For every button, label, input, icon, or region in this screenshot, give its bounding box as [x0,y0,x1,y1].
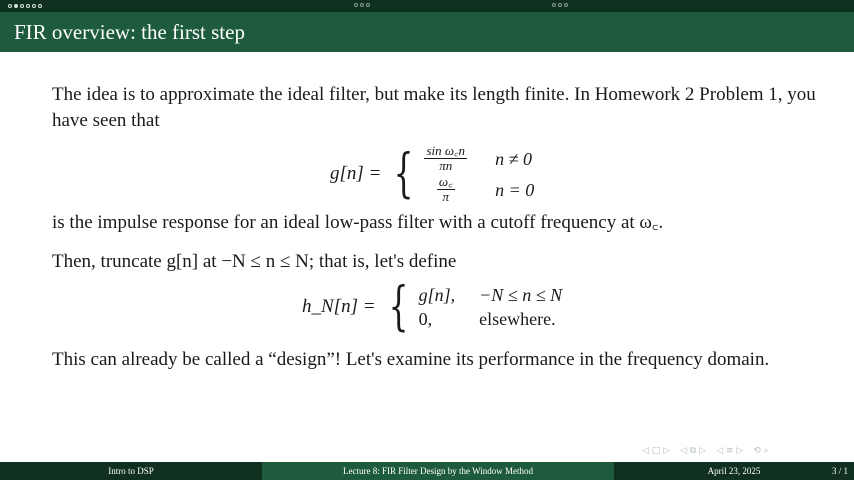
footer-page-number: 3 / 1 [831,466,848,476]
nav-dot[interactable] [26,4,30,8]
nav-dot[interactable] [360,3,364,7]
slide-title: FIR overview: the first step [14,19,245,44]
nav-dot[interactable] [558,3,562,7]
footer-lecture-title: Lecture 8: FIR Filter Design by the Window Method [262,462,614,480]
left-brace: { [388,277,409,337]
case-condition-elsewhere: elsewhere. [479,309,556,329]
case-value-zero: 0, [418,309,433,329]
section-navigation [0,0,854,12]
footer-date: April 23, 2025 [707,466,761,476]
fraction-sinc: $\frac{\text{sin ω꜀n}}{\pi n}$ [426,143,466,173]
nav-dot[interactable] [38,4,42,8]
nav-dot[interactable] [564,3,568,7]
nav-dot[interactable] [354,3,358,7]
subsection-dots[interactable] [354,3,370,7]
equation-ideal-filter [52,134,822,204]
case-condition-range: −N ≤ n ≤ N [479,285,563,305]
equation-truncated-filter [52,275,822,345]
nav-search-icon[interactable]: ⟲ ⌕ [753,446,769,456]
equation-lhs: g[n] = [330,163,382,184]
case-value-g: g[n], [418,285,456,305]
paragraph-impulse-response: is the impulse response for an ideal low-pass filter with a cutoff frequency at ω꜀. [52,212,664,233]
paragraph-design: This can already be called a “design”! Let's examine its performance in the frequency domain. [52,349,770,370]
nav-section-icon[interactable]: ◁ ≡ ▷ [716,446,744,456]
equation-lhs-hn: h_N[n] = [302,296,376,317]
fraction-wc-over-pi: $\frac{\omega꜀}{\pi}$ [438,174,453,204]
section-dots[interactable] [8,4,42,8]
nav-dot-active[interactable] [14,4,18,8]
condition-n-nonzero: n ≠ 0 [495,148,532,169]
nav-dot[interactable] [32,4,36,8]
slide-body [52,82,822,373]
left-brace: { [393,144,414,204]
subsection-dots-2[interactable] [552,3,568,7]
nav-dot[interactable] [8,4,12,8]
footer-date-wrap [614,462,854,480]
beamer-navigation-symbols[interactable] [642,446,769,456]
slide-title-bar [0,12,854,52]
nav-dot[interactable] [552,3,556,7]
footer-course: Intro to DSP [0,462,262,480]
slide-footer [0,462,854,480]
condition-n-zero: n = 0 [495,179,535,200]
nav-subsection-icon[interactable]: ◁ ⧉ ▷ [680,446,707,456]
paragraph-truncate: Then, truncate g[n] at −N ≤ n ≤ N; that is, let's define [52,251,457,272]
nav-dot[interactable] [366,3,370,7]
nav-dot[interactable] [20,4,24,8]
nav-frame-icon[interactable]: ◁ □ ▷ [642,446,671,456]
paragraph-intro: The idea is to approximate the ideal filter, but make its length finite. In Homework 2 Problem 1, you have seen that [52,84,816,131]
